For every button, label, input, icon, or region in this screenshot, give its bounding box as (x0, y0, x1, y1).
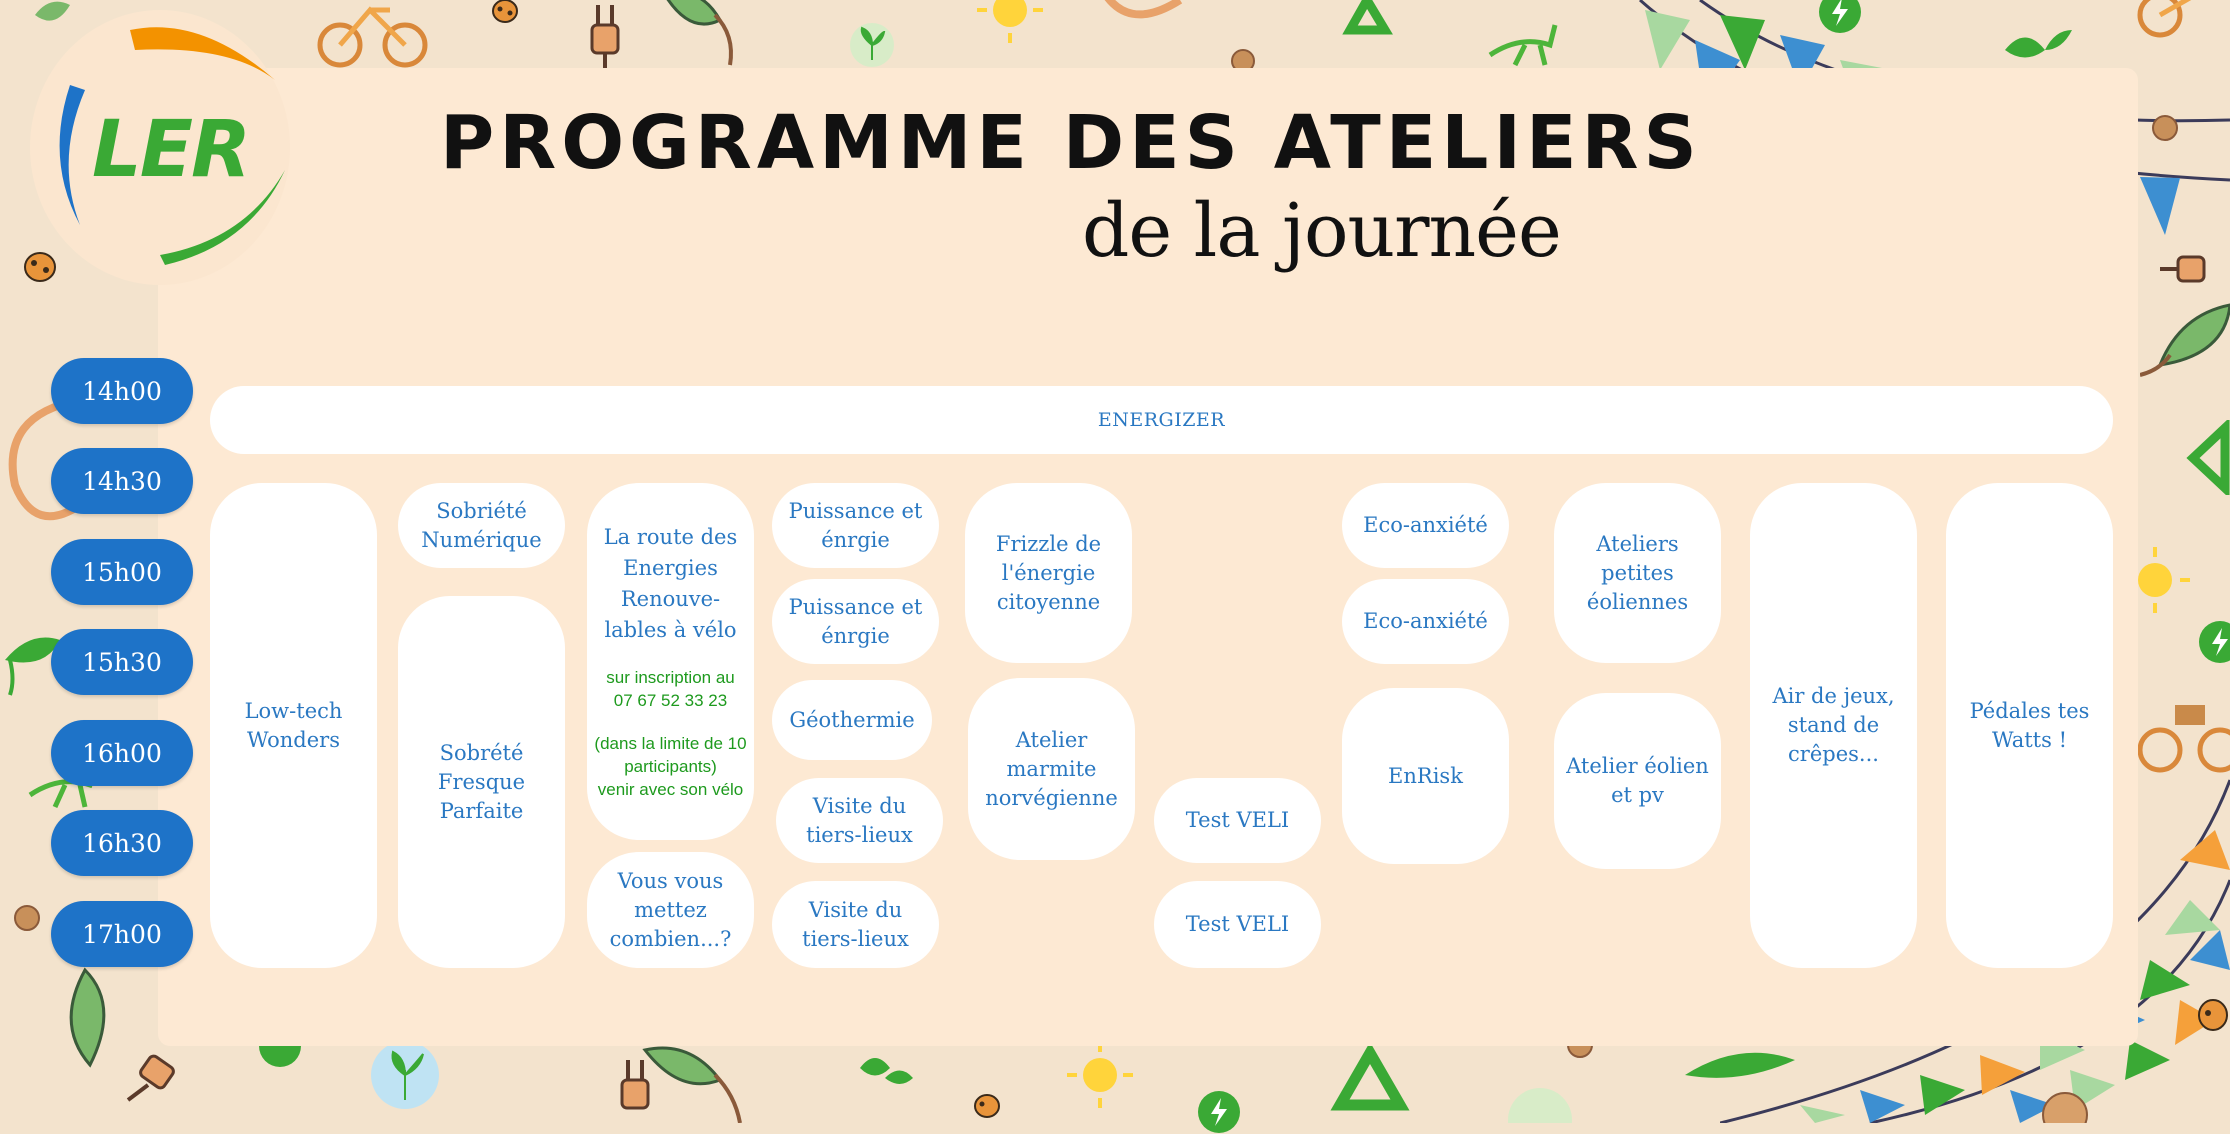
workshop-sobriete-numerique: Sobriété Numérique (398, 483, 565, 568)
plug-icon (118, 1045, 188, 1110)
workshop-test-veli-2: Test VELI (1154, 881, 1321, 968)
workshop-visite-tiers-lieux-1: Visite du tiers-lieux (776, 778, 943, 863)
wood-slice-icon (2040, 1090, 2090, 1123)
time-slot-1600: 16h00 (51, 720, 193, 786)
workshop-pedales-tes-watts: Pédales tes Watts ! (1946, 483, 2113, 968)
workshop-air-de-jeux: Air de jeux, stand de crêpes... (1750, 483, 1917, 968)
leaf-icon (850, 20, 895, 70)
logo-badge (30, 10, 290, 285)
workshop-route-energies (587, 483, 754, 840)
lightning-icon (2198, 620, 2230, 664)
route-energies-limit: (dans la limite de 10 participants) (594, 734, 747, 776)
leaf-icon (660, 0, 750, 70)
lightning-icon (1197, 1090, 1241, 1134)
sun-icon (1065, 1040, 1135, 1110)
page-subtitle: de la journée (1082, 188, 1561, 274)
leaf-icon (1680, 1045, 1800, 1085)
workshop-petites-eoliennes: Ateliers petites éoliennes (1554, 483, 1721, 663)
workshop-marmite-norvegienne: Atelier marmite norvégienne (968, 678, 1135, 860)
lightbulb-icon (365, 1040, 445, 1123)
logo-text: LER (92, 105, 250, 195)
sun-icon (2135, 545, 2205, 615)
plug-icon (580, 0, 630, 75)
time-slot-1400: 14h00 (51, 358, 193, 424)
workshop-vous-vous-mettez: Vous vous mettez combien...? (587, 852, 754, 968)
bicycle-icon (2135, 0, 2230, 40)
workshop-puissance-energie-2: Puissance et énrgie (772, 579, 939, 664)
route-energies-title: La route des Energies Renouve-lables à vélo (603, 525, 738, 642)
workshop-sobrete-fresque: Sobrété Fresque Parfaite (398, 596, 565, 968)
time-slot-1700: 17h00 (51, 901, 193, 967)
route-energies-note: sur inscription au (606, 668, 735, 687)
workshop-enrisk: EnRisk (1342, 688, 1509, 864)
leaf-icon (50, 965, 120, 1075)
workshop-eco-anxiete-1: Eco-anxiété (1342, 483, 1509, 568)
bicycle-icon (315, 0, 435, 70)
page-title: PROGRAMME DES ATELIERS (440, 100, 1702, 186)
workshop-visite-tiers-lieux-2: Visite du tiers-lieux (772, 881, 939, 968)
time-slot-1630: 16h30 (51, 810, 193, 876)
wood-slice-icon (2150, 113, 2180, 143)
grasshopper-icon (1485, 10, 1565, 70)
ladybug-icon (970, 1090, 1004, 1120)
recycle-icon (2185, 420, 2230, 495)
lightning-icon (1818, 0, 1862, 34)
time-slot-1530: 15h30 (51, 629, 193, 695)
plug-icon (2160, 245, 2220, 295)
workshop-frizzle-energie: Frizzle de l'énergie citoyenne (965, 483, 1132, 663)
time-slot-1430: 14h30 (51, 448, 193, 514)
recycle-icon (1325, 1045, 1415, 1123)
workshop-puissance-energie-1: Puissance et énrgie (772, 483, 939, 568)
wood-slice-icon (12, 903, 42, 933)
leaf-icon (2140, 295, 2230, 380)
workshop-geothermie: Géothermie (772, 680, 932, 760)
time-slot-1500: 15h00 (51, 539, 193, 605)
sun-icon (975, 0, 1045, 45)
bicycle-icon (2130, 695, 2230, 780)
lightbulb-icon (1505, 1085, 1575, 1123)
workshop-eco-anxiete-2: Eco-anxiété (1342, 579, 1509, 664)
leaf-icon (640, 1040, 750, 1123)
leaf-icon (2000, 25, 2075, 70)
orange-cable-swirl (1095, 0, 1185, 35)
workshop-test-veli-1: Test VELI (1154, 778, 1321, 863)
ladybug-icon (488, 0, 522, 25)
leaf-icon (855, 1048, 915, 1093)
workshop-eolien-pv: Atelier éolien et pv (1554, 693, 1721, 869)
recycle-icon (1330, 0, 1405, 60)
route-energies-bike: venir avec son vélo (597, 780, 744, 799)
route-energies-phone: 07 67 52 33 23 (613, 691, 728, 710)
energizer-bar: ENERGIZER (210, 386, 2113, 454)
workshop-low-tech-wonders: Low-tech Wonders (210, 483, 377, 968)
ladybug-icon (2193, 993, 2230, 1037)
